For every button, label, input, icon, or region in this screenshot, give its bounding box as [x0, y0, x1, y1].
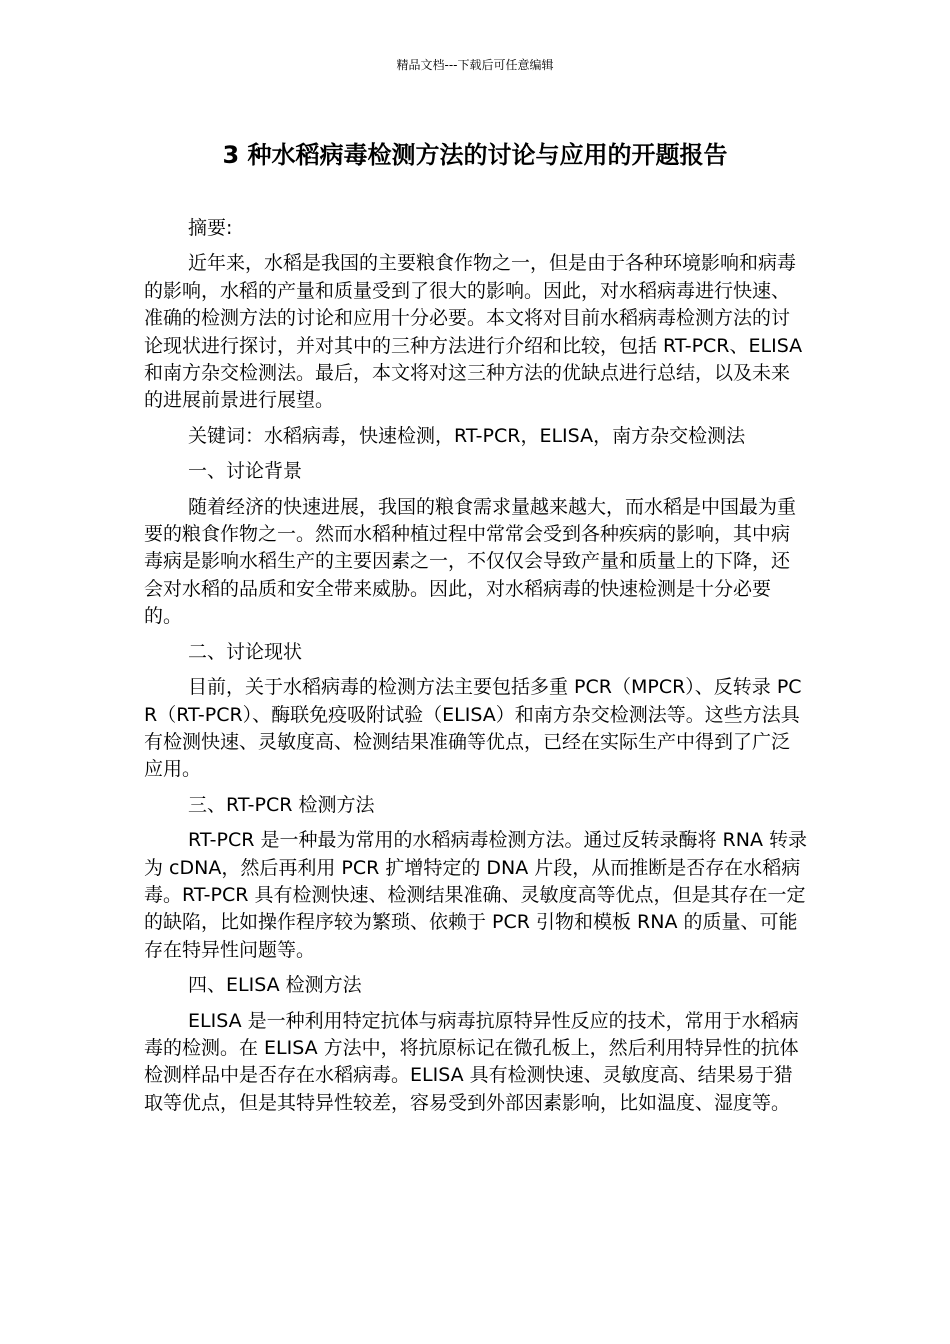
- section-heading-elisa: 四、ELISA 检测方法: [188, 974, 362, 997]
- document-body: [144, 215, 808, 1125]
- abstract-paragraph: 近年来，水稻是我国的主要粮食作物之一，但是由于各种环境影响和病毒的影响，水稻的产量和质量受到了很大的影响。因此，对水稻病毒进行快速、准确的检测方法的讨论和应用十分必要。本文将对目前水稻病毒检测方法的讨论现状进行探讨，并对其中的三种方法进行介绍和比较，包括 RT-PCR、ELISA 和南方杂交检测法。最后，本文将对这三种方法的优缺点进行总结，以及未来的进展前景进行展望。: [144, 252, 803, 412]
- section-heading-background: 一、讨论背景: [188, 460, 303, 483]
- header-note: 精品文档---下载后可任意编辑: [396, 58, 554, 72]
- status-paragraph: 目前，关于水稻病毒的检测方法主要包括多重 PCR（MPCR）、反转录 PCR（RT-PCR）、酶联免疫吸附试验（ELISA）和南方杂交检测法等。这些方法具有检测快速、灵敏度高、检测结果准确等优点，已经在实际生产中得到了广泛应用。: [144, 676, 802, 781]
- abstract-heading: 摘要:: [188, 217, 233, 239]
- document-title: 3 种水稻病毒检测方法的讨论与应用的开题报告: [222, 141, 728, 169]
- section-heading-rt-pcr: 三、RT-PCR 检测方法: [188, 793, 375, 816]
- keywords-paragraph: 关键词：水稻病毒，快速检测，RT-PCR，ELISA，南方杂交检测法: [188, 424, 746, 447]
- rt-pcr-paragraph: RT-PCR 是一种最为常用的水稻病毒检测方法。通过反转录酶将 RNA 转录为 cDNA，然后再利用 PCR 扩增特定的 DNA 片段，从而推断是否存在水稻病毒。RT-PCR 具有检测快速、检测结果准确、灵敏度高等优点，但是其存在一定的缺陷，比如操作程序较为繁琐、依赖于 PCR 引物和模板 RNA 的质量、可能存在特异性问题等。: [144, 829, 807, 961]
- background-paragraph: 随着经济的快速进展，我国的粮食需求量越来越大，而水稻是中国最为重要的粮食作物之一。然而水稻种植过程中常常会受到各种疾病的影响，其中病毒病是影响水稻生产的主要因素之一，不仅仅会导致产量和质量上的下降，还会对水稻的品质和安全带来威胁。因此，对水稻病毒的快速检测是十分必要的。: [144, 495, 797, 628]
- section-heading-status: 二、讨论现状: [188, 640, 303, 663]
- elisa-paragraph: ELISA 是一种利用特定抗体与病毒抗原特异性反应的技术，常用于水稻病毒的检测。在 ELISA 方法中，将抗原标记在微孔板上，然后利用特异性的抗体检测样品中是否存在水稻病毒。ELISA 具有检测快速、灵敏度高、结果易于猎取等优点，但是其特异性较差，容易受到外部因素影响，比如温度、湿度等。: [144, 1009, 799, 1114]
